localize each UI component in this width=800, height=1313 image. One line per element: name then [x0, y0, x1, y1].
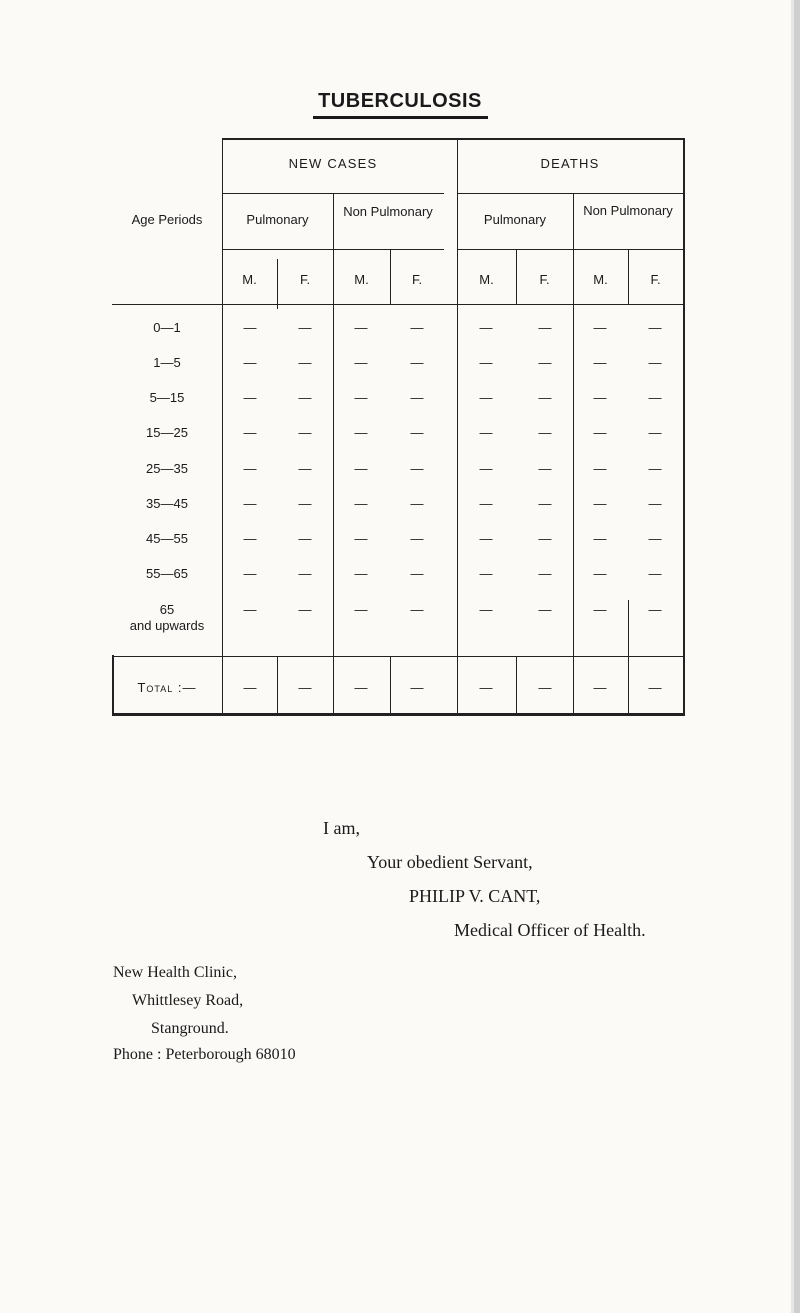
table-cell: —: [410, 425, 424, 440]
table-cell: —: [298, 531, 312, 546]
age-period-label: 5—15: [149, 390, 185, 405]
new-pulmonary-header: Pulmonary: [246, 212, 309, 227]
closing-line: I am,: [323, 818, 360, 838]
age-period-label: 1—5: [153, 355, 181, 370]
new-non-pulmonary-header: Non Pulmonary: [343, 204, 433, 219]
table-top-border: [222, 138, 684, 140]
age-periods-header: Age Periods: [131, 212, 203, 227]
sex-divider-4b: [628, 600, 629, 716]
page-title: TUBERCULOSIS: [318, 90, 482, 112]
table-cell: —: [538, 531, 552, 546]
table-cell: —: [298, 680, 312, 695]
table-cell: —: [538, 566, 552, 581]
new-cases-header: NEW CASES: [288, 156, 378, 171]
page-edge: [794, 0, 800, 1313]
table-cell: —: [243, 320, 257, 335]
table-cell: —: [538, 680, 552, 695]
header-line-2b: [457, 249, 683, 250]
table-cell: —: [538, 602, 552, 617]
table-cell: —: [243, 390, 257, 405]
table-cell: —: [298, 566, 312, 581]
phone-line: Phone : Peterborough 68010: [113, 1046, 296, 1063]
deaths-pulmonary-header: Pulmonary: [483, 212, 547, 227]
table-cell: —: [298, 425, 312, 440]
table-cell: —: [479, 566, 493, 581]
table-cell: —: [479, 320, 493, 335]
table-cell: —: [648, 680, 662, 695]
table-cell: —: [243, 566, 257, 581]
sex-m-4: M.: [593, 272, 608, 287]
table-cell: —: [298, 390, 312, 405]
table-cell: —: [593, 425, 607, 440]
table-cell: —: [243, 602, 257, 617]
table-cell: —: [479, 602, 493, 617]
sex-divider-3b: [516, 656, 517, 716]
table-bottom-border: [112, 713, 684, 716]
table-cell: —: [538, 355, 552, 370]
sex-m-3: M.: [479, 272, 494, 287]
table-cell: —: [593, 566, 607, 581]
table-cell: —: [648, 461, 662, 476]
table-cell: —: [593, 461, 607, 476]
table-cell: —: [479, 680, 493, 695]
table-cell: —: [648, 425, 662, 440]
table-cell: —: [298, 461, 312, 476]
deaths-header: DEATHS: [540, 156, 600, 171]
age-period-label: 55—65: [146, 566, 188, 581]
table-cell: —: [243, 496, 257, 511]
table-cell: —: [410, 390, 424, 405]
table-cell: —: [410, 680, 424, 695]
address-line-3: Stanground.: [151, 1020, 229, 1037]
sex-m-1: M.: [242, 272, 257, 287]
table-cell: —: [243, 425, 257, 440]
table-cell: —: [479, 390, 493, 405]
total-line: [112, 656, 683, 657]
table-cell: —: [298, 320, 312, 335]
age-period-label: 45—55: [146, 531, 188, 546]
table-cell: —: [354, 531, 368, 546]
table-cell: —: [648, 496, 662, 511]
table-cell: —: [410, 461, 424, 476]
address-line-2: Whittlesey Road,: [132, 992, 244, 1009]
table-cell: —: [593, 390, 607, 405]
header-line-1b: [457, 193, 683, 194]
table-cell: —: [648, 355, 662, 370]
signatory-title: Medical Officer of Health.: [454, 920, 646, 940]
header-line-3: [112, 304, 222, 305]
table-cell: —: [354, 355, 368, 370]
table-cell: —: [243, 355, 257, 370]
total-row-label: Total :—: [137, 680, 197, 695]
table-cell: —: [479, 461, 493, 476]
table-cell: —: [648, 320, 662, 335]
deaths-non-pulmonary-header: Non Pulmonary: [583, 203, 673, 218]
table-cell: —: [593, 680, 607, 695]
address-line-1: New Health Clinic,: [113, 964, 237, 981]
table-cell: —: [410, 602, 424, 617]
age-period-label: 35—45: [146, 496, 188, 511]
table-cell: —: [354, 320, 368, 335]
table-cell: —: [648, 602, 662, 617]
table-cell: —: [538, 425, 552, 440]
table-cell: —: [354, 680, 368, 695]
table-cell: —: [538, 390, 552, 405]
table-cell: —: [538, 461, 552, 476]
table-cell: —: [298, 496, 312, 511]
table-cell: —: [648, 531, 662, 546]
age-period-label: 0—1: [153, 320, 181, 335]
table-cell: —: [354, 566, 368, 581]
table-cell: —: [298, 602, 312, 617]
table-cell: —: [354, 461, 368, 476]
table-cell: —: [410, 566, 424, 581]
closing-salutation: Your obedient Servant,: [367, 852, 533, 872]
table-cell: —: [354, 390, 368, 405]
table-cell: —: [410, 496, 424, 511]
table-cell: —: [593, 355, 607, 370]
table-cell: —: [243, 461, 257, 476]
sex-m-2: M.: [354, 272, 369, 287]
signatory-name: PHILIP V. CANT,: [409, 886, 541, 906]
sex-f-4: F.: [650, 272, 661, 287]
table-cell: —: [479, 531, 493, 546]
table-cell: —: [538, 496, 552, 511]
age-period-label: 65 and upwards: [129, 602, 205, 633]
table-cell: —: [479, 496, 493, 511]
title-underline: [313, 116, 488, 119]
table-cell: —: [648, 566, 662, 581]
table-cell: —: [354, 425, 368, 440]
table-cell: —: [593, 320, 607, 335]
header-line-3b: [222, 304, 683, 305]
sex-divider-2b: [390, 656, 391, 716]
age-period-label: 15—25: [146, 425, 188, 440]
table-cell: —: [410, 320, 424, 335]
sex-f-3: F.: [539, 272, 550, 287]
table-cell: —: [593, 496, 607, 511]
sex-divider-1b: [277, 656, 278, 716]
table-cell: —: [593, 602, 607, 617]
table-cell: —: [410, 531, 424, 546]
table-cell: —: [243, 680, 257, 695]
table-cell: —: [354, 496, 368, 511]
table-cell: —: [479, 355, 493, 370]
table-cell: —: [538, 320, 552, 335]
table-cell: —: [593, 531, 607, 546]
table-cell: —: [648, 390, 662, 405]
table-right-border: [683, 138, 685, 716]
age-period-label: 25—35: [146, 461, 188, 476]
table-cell: —: [243, 531, 257, 546]
table-cell: —: [298, 355, 312, 370]
sex-f-2: F.: [411, 272, 423, 287]
sex-f-1: F.: [299, 272, 311, 287]
table-cell: —: [354, 602, 368, 617]
table-cell: —: [479, 425, 493, 440]
table-cell: —: [410, 355, 424, 370]
